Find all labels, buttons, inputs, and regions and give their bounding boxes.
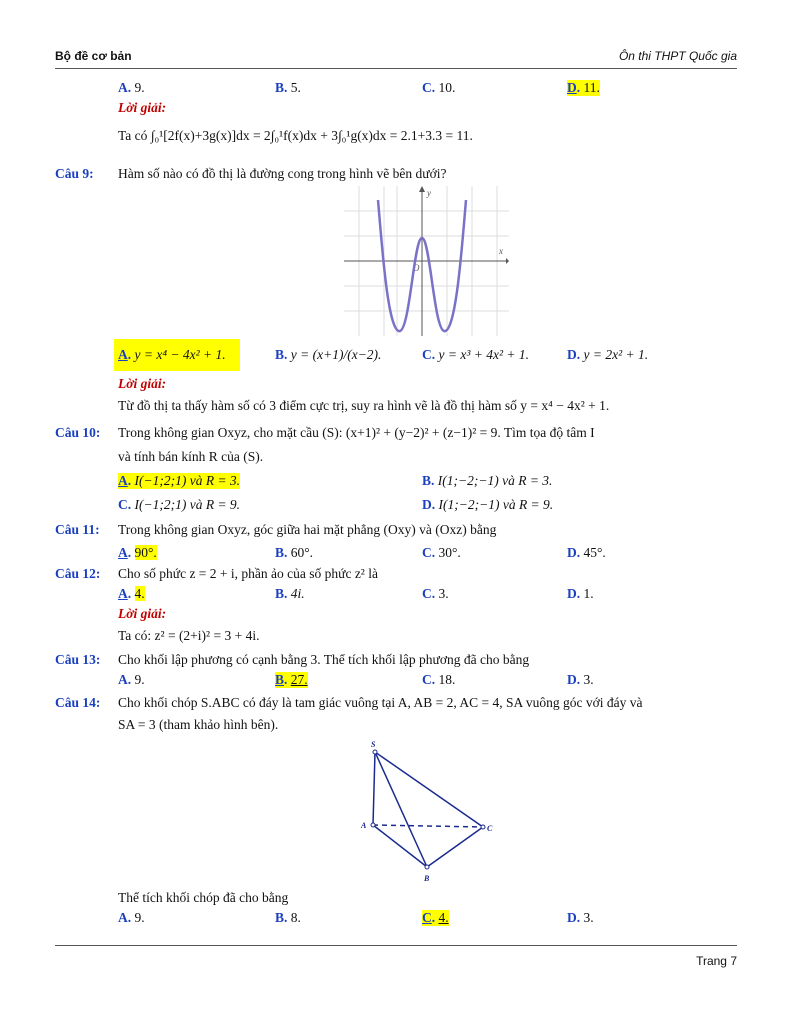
header-left: Bộ đề cơ bản [55, 49, 132, 63]
q9-option-b: B. y = (x+1)/(x−2). [275, 347, 382, 362]
q14-pyramid-figure [355, 738, 500, 888]
q13-option-a: A. 9. [118, 672, 145, 687]
header-rule [55, 68, 737, 69]
q12-option-d: D. 1. [567, 586, 594, 601]
q10-text-line1: Trong không gian Oxyz, cho mặt cầu (S): (x+1)² + (y−2)² + (z−1)² = 9. Tìm tọa độ tâm I [118, 425, 595, 440]
q13-option-c: C. 18. [422, 672, 456, 687]
q9-option-a-answer: A. y = x⁴ − 4x² + 1. [118, 347, 226, 362]
q11-option-a-answer: A. 90°. [118, 545, 157, 560]
q14-label: Câu 14: [55, 695, 101, 710]
q8-solution-label: Lời giải: [118, 100, 167, 115]
q14-point-a: A [361, 821, 367, 830]
q14-point-c: C [487, 824, 493, 833]
footer-rule [55, 945, 737, 946]
q11-option-d: D. 45°. [567, 545, 606, 560]
q10-option-b: B. I(1;−2;−1) và R = 3. [422, 473, 553, 488]
q9-option-c: C. y = x³ + 4x² + 1. [422, 347, 530, 362]
q9-graph [344, 186, 509, 336]
page-header [55, 49, 737, 69]
q14-text-line1: Cho khối chóp S.ABC có đáy là tam giác vuông tại A, AB = 2, AC = 4, SA vuông góc với đáy và [118, 695, 643, 710]
q11-option-c: C. 30°. [422, 545, 461, 560]
q13-label: Câu 13: [55, 652, 101, 667]
q9-graph-origin-label: O [413, 263, 420, 273]
q8-solution-text: Ta có ∫₀¹[2f(x)+3g(x)]dx = 2∫₀¹f(x)dx + 3∫₀¹g(x)dx = 2.1+3.3 = 11. [118, 128, 473, 143]
q8-option-c: C. 10. [422, 80, 456, 95]
q14-option-d: D. 3. [567, 910, 594, 925]
q10-label: Câu 10: [55, 425, 101, 440]
q14-option-c-answer: C. 4. [422, 910, 449, 925]
q8-option-d-answer: D. 11. [567, 80, 600, 95]
q9-graph-x-label: x [499, 246, 503, 256]
q12-option-c: C. 3. [422, 586, 449, 601]
q8-option-a: A. 9. [118, 80, 145, 95]
q9-solution-label: Lời giải: [118, 376, 167, 391]
q14-option-a: A. 9. [118, 910, 145, 925]
page-number: Trang 7 [696, 954, 737, 968]
q12-option-b: B. 4i. [275, 586, 305, 601]
q11-option-b: B. 60°. [275, 545, 314, 560]
q9-option-d: D. y = 2x² + 1. [567, 347, 649, 362]
q9-text: Hàm số nào có đồ thị là đường cong trong hình vẽ bên dưới? [118, 166, 447, 181]
header-right: Ôn thi THPT Quốc gia [618, 49, 737, 63]
q11-text: Trong không gian Oxyz, góc giữa hai mặt phẳng (Oxy) và (Oxz) bằng [118, 522, 497, 537]
q9-graph-y-label: y [427, 188, 431, 198]
q10-option-d: D. I(1;−2;−1) và R = 9. [422, 497, 554, 512]
q9-label: Câu 9: [55, 166, 94, 181]
q12-solution-label: Lời giải: [118, 606, 167, 621]
q12-text: Cho số phức z = 2 + i, phần ảo của số phức z² là [118, 566, 378, 581]
q12-label: Câu 12: [55, 566, 101, 581]
q13-option-b-answer: B. 27. [275, 672, 308, 687]
q13-text: Cho khối lập phương có cạnh bằng 3. Thể tích khối lập phương đã cho bằng [118, 652, 530, 667]
q12-solution-text: Ta có: z² = (2+i)² = 3 + 4i. [118, 628, 260, 643]
q11-label: Câu 11: [55, 522, 100, 537]
q8-option-b: B. 5. [275, 80, 301, 95]
q12-option-a-answer: A. 4. [118, 586, 145, 601]
q9-solution-text: Từ đồ thị ta thấy hàm số có 3 điểm cực trị, suy ra hình vẽ là đồ thị hàm số y = x⁴ − 4x² + 1. [118, 398, 610, 413]
q14-point-s: S [371, 740, 376, 749]
q13-option-d: D. 3. [567, 672, 594, 687]
q10-option-c: C. I(−1;2;1) và R = 9. [118, 497, 241, 512]
q14-text-line3: Thể tích khối chóp đã cho bằng [118, 890, 289, 905]
q14-point-b: B [424, 874, 430, 883]
q14-text-line2: SA = 3 (tham khảo hình bên). [118, 717, 279, 732]
q10-text-line2: và tính bán kính R của (S). [118, 449, 264, 464]
q10-option-a-answer: A. I(−1;2;1) và R = 3. [118, 473, 241, 488]
q14-option-b: B. 8. [275, 910, 301, 925]
